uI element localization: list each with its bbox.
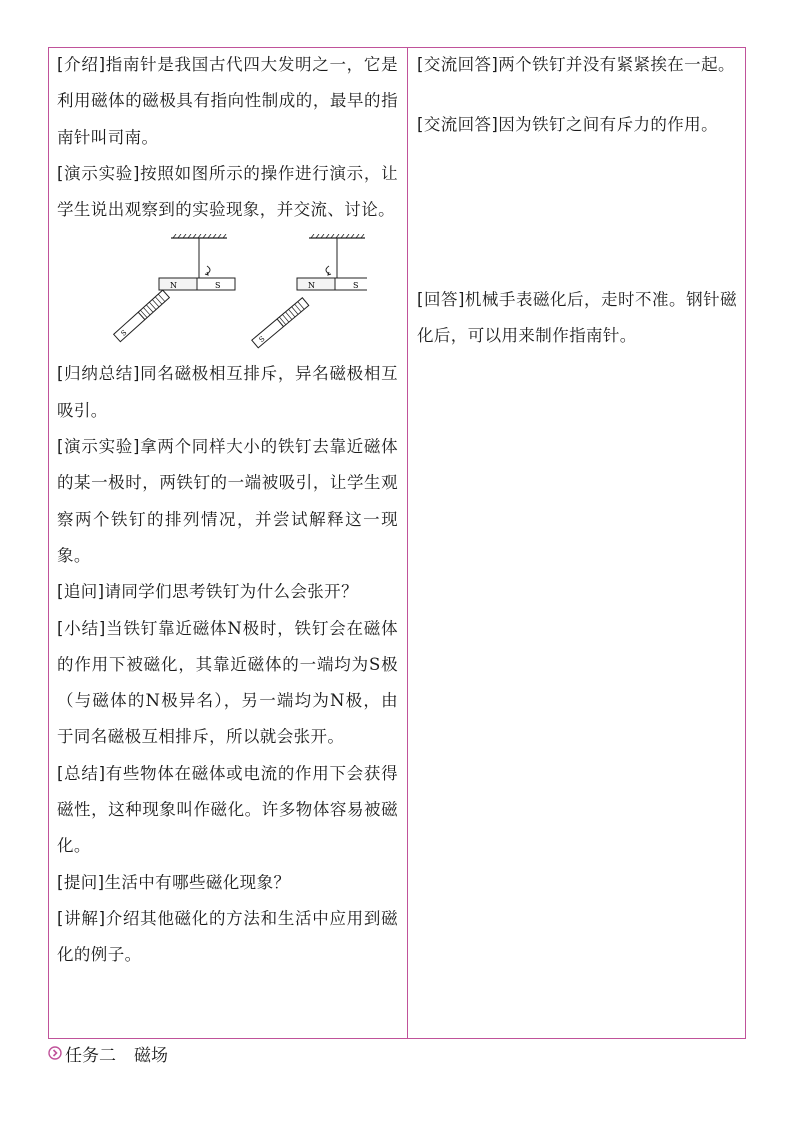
demo2-text: 拿两个同样大小的铁钉去靠近磁体的某一极时，两铁钉的一端被吸引，让学生观察两个铁钉的排列情况，并尝试解释这一现象。 bbox=[57, 437, 399, 565]
explain-tag: [讲解] bbox=[57, 908, 106, 928]
right-setup bbox=[252, 234, 367, 348]
demo2-paragraph bbox=[57, 429, 398, 574]
conclusion-paragraph bbox=[57, 756, 398, 865]
left-magnet-s-label: S bbox=[215, 281, 221, 291]
right-magnet-n-label: N bbox=[308, 281, 315, 291]
left-needle bbox=[114, 291, 170, 343]
intro-text: 指南针是我国古代四大发明之一，它是利用磁体的磁极具有指向性制成的，最早的指南针叫司南。 bbox=[57, 55, 398, 147]
answer-tag: [回答] bbox=[417, 289, 465, 309]
chevron-circle-icon bbox=[48, 1046, 62, 1060]
teacher-activity-column bbox=[49, 48, 408, 1038]
summary1-paragraph bbox=[57, 356, 398, 429]
section-title: 磁场 bbox=[134, 1045, 168, 1066]
magnet-experiment-figure bbox=[57, 228, 398, 356]
explain-text: 介绍其他磁化的方法和生活中应用到磁化的例子。 bbox=[57, 908, 398, 965]
left-magnet-n-half bbox=[159, 278, 197, 290]
followup-tag: [追问] bbox=[57, 582, 105, 602]
explain-paragraph bbox=[57, 901, 398, 974]
left-setup bbox=[114, 234, 235, 342]
right-magnet-s-label: S bbox=[353, 281, 359, 291]
conclusion-text: 有些物体在磁体或电流的作用下会获得磁性，这种现象叫作磁化。许多物体容易被磁化。 bbox=[57, 763, 398, 856]
intro-paragraph bbox=[57, 47, 398, 156]
lesson-table bbox=[48, 47, 746, 1039]
summary1-tag: [归纳总结] bbox=[57, 364, 140, 384]
brief-tag: [小结] bbox=[57, 618, 106, 638]
question-text: 生活中有哪些磁化现象？ bbox=[104, 872, 291, 892]
right-needle bbox=[252, 298, 309, 348]
demo2-tag: [演示实验] bbox=[57, 437, 140, 457]
followup-paragraph bbox=[57, 574, 398, 610]
right-needle-s-label: S bbox=[257, 335, 267, 345]
right-magnet-n-half bbox=[297, 278, 335, 290]
question-tag: [提问] bbox=[57, 872, 105, 892]
left-magnet-n-label: N bbox=[170, 281, 177, 291]
exchange1-paragraph bbox=[417, 47, 737, 83]
student-activity-column bbox=[408, 48, 745, 1038]
answer-text: 机械手表磁化后，走时不准。钢针磁化后，可以用来制作指南针。 bbox=[417, 289, 737, 345]
exchange2-paragraph bbox=[417, 107, 737, 143]
summary1-text: 同名磁极相互排斥，异名磁极相互吸引。 bbox=[57, 364, 399, 420]
question-paragraph bbox=[57, 865, 398, 901]
section-number: 任务二 bbox=[65, 1045, 116, 1066]
brief-text: 当铁钉靠近磁体N极时，铁钉会在磁体的作用下被磁化，其靠近磁体的一端均为S极（与磁体的N极异名），另一端均为N极，由于同名磁极互相排斥，所以就会张开。 bbox=[57, 618, 398, 747]
intro-tag: [介绍] bbox=[57, 55, 106, 74]
left-needle-s-label: S bbox=[119, 329, 129, 339]
answer-paragraph bbox=[417, 282, 737, 355]
exchange2-text: 因为铁钉之间有斥力的作用。 bbox=[498, 115, 718, 135]
exchange1-text: 两个铁钉并没有紧紧挨在一起。 bbox=[498, 55, 735, 74]
followup-text: 请同学们思考铁钉为什么会张开？ bbox=[104, 582, 358, 602]
right-magnet-s-half bbox=[335, 278, 367, 290]
section-heading bbox=[48, 1040, 168, 1066]
exchange2-tag: [交流回答] bbox=[417, 115, 499, 135]
brief-paragraph bbox=[57, 611, 398, 756]
demo1-tag: [演示实验] bbox=[57, 163, 140, 183]
demo1-paragraph bbox=[57, 156, 398, 229]
exchange1-tag: [交流回答] bbox=[417, 55, 499, 74]
demo1-text: 按照如图所示的操作进行演示，让学生说出观察到的实验现象，并交流、讨论。 bbox=[57, 163, 399, 220]
conclusion-tag: [总结] bbox=[57, 763, 106, 783]
magnet-diagram bbox=[97, 234, 367, 352]
